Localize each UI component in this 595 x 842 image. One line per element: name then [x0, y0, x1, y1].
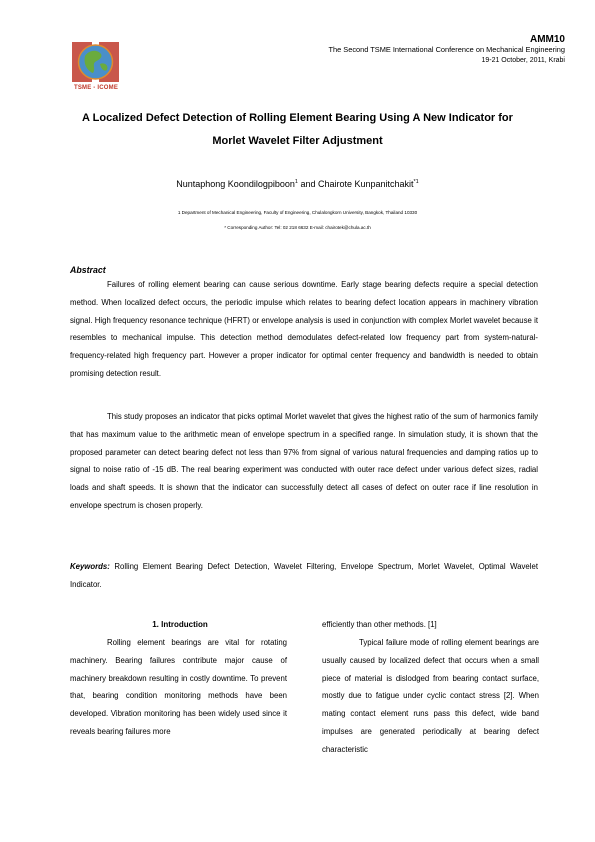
introduction-right-continuation: efficiently than other methods. [1]	[322, 620, 437, 629]
globe-logo-icon	[68, 38, 123, 86]
logo-text: TSME - ICOME	[73, 85, 119, 91]
abstract-paragraph-1: Failures of rolling element bearing can cause serious downtime. Early stage bearing defects require a special detection method. When localized defect occurs, the periodic impulse which relates to bearing defect location appears in machinery vibration signal. High frequency resonance technique (HFRT) or envelope analysis is used in conjunction with complex Morlet wavelet because it resembles to mechanical impulse. This detection method demodulates defect-related low frequency part from system-natural-frequency-related high frequency part. However a proper indicator for optimal center frequency and bandwidth is needed to obtain promising detection result.	[70, 280, 538, 378]
conference-name: The Second TSME International Conference on Mechanical Engineering	[328, 45, 565, 54]
keywords-text: Rolling Element Bearing Defect Detection, Wavelet Filtering, Envelope Spectrum, Morlet Wavelet, Optimal Wavelet Indicator.	[70, 562, 538, 589]
author-conjunction: and	[297, 179, 318, 189]
paper-title-line1: A Localized Defect Detection of Rolling Element Bearing Using A New Indicator for	[82, 112, 513, 124]
introduction-left-column: Rolling element bearings are vital for rotating machinery. Bearing failures contribute major cause of machinery breakdown resulting in costly downtime. To prevent that, bearing condition monitoring methods have been developed. Vibration monitoring has been widely used since it reveals bearing failures more	[70, 638, 287, 736]
paper-title-line2: Morlet Wavelet Filter Adjustment	[212, 135, 383, 147]
keywords	[70, 558, 538, 594]
affiliation: 1 Department of Mechanical Engineering, Faculty of Engineering, Chulalongkorn University, Bangkok, Thailand 10330	[177, 210, 418, 215]
author-2-affiliation-mark: *1	[413, 179, 419, 185]
introduction-right-paragraph: Typical failure mode of rolling element bearings are usually caused by localized defect that occurs when a small piece of material is dislodged from bearing contact surface, mostly due to fatigue under cyclic contact stress [2]. When mating contact element runs pass this defect, wide band impulses are generated periodically at bearing defect characteristic	[322, 638, 539, 754]
authors	[40, 179, 555, 189]
introduction-heading: 1. Introduction	[152, 620, 208, 629]
paper-code: AMM10	[529, 34, 565, 45]
author-1: Nuntaphong Koondilogpiboon	[176, 179, 295, 189]
abstract-paragraph-2: This study proposes an indicator that picks optimal Morlet wavelet that gives the highest ratio of the sum of harmonics family that has maximum value to the arithmetic mean of envelope spectrum in a specified range. In simulation study, it is shown that the proposed parameter can detect bearing defect not less than 97% from signal of various natural frequencies and damping ratios up to signal to noise ratio of -15 dB. The real bearing experiment was conducted with outer race defect under various defect sizes, radial loads and shaft speeds. It is shown that the indicator can successfully detect all cases of defect on outer race if line resolution in envelope spectrum is chosen properly.	[70, 412, 538, 510]
keywords-label: Keywords:	[70, 562, 110, 571]
corresponding-author: * Corresponding Author: Tel: 02 218 6632 E-mail: chairotek@chula.ac.th	[224, 225, 371, 230]
abstract-heading: Abstract	[70, 265, 106, 275]
author-2: Chairote Kunpanitchakit	[317, 179, 414, 189]
conference-date-place: 19-21 October, 2011, Krabi	[481, 57, 565, 64]
author-1-affiliation-mark: 1	[294, 179, 298, 185]
